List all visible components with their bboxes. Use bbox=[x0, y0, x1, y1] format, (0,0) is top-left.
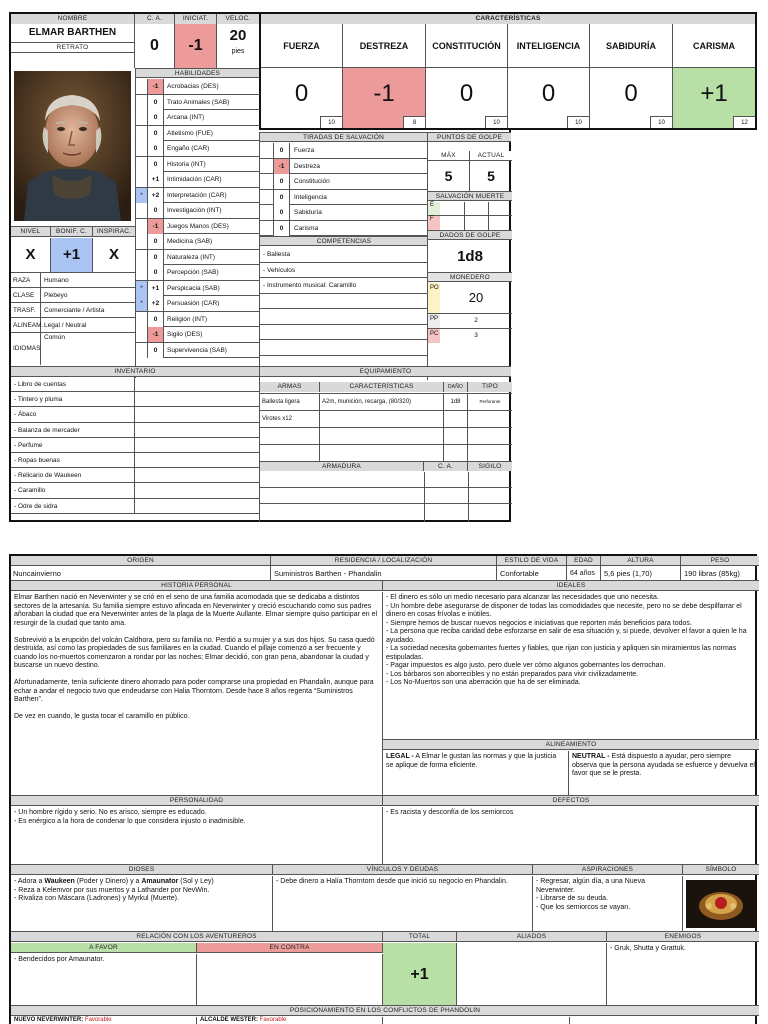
symbol-header: SÍMBOLO bbox=[683, 865, 759, 875]
skill-proficiency[interactable] bbox=[136, 312, 148, 327]
saves-block bbox=[259, 132, 427, 366]
portrait bbox=[14, 71, 131, 221]
armor-ca-header: C. A. bbox=[424, 461, 468, 471]
skill-proficiency[interactable] bbox=[136, 343, 148, 358]
ability-modifier[interactable]: 0 bbox=[426, 68, 507, 128]
gods-line-3: - Rivaliza con Máscara (Ladrones) y Myrkul (Muerte). bbox=[14, 895, 179, 902]
weapon-name bbox=[260, 428, 320, 444]
ability-score[interactable]: 12 bbox=[733, 116, 755, 128]
hp-current-label: ACTUAL bbox=[470, 151, 512, 161]
bonds-header: VÍNCULOS Y DEUDAS bbox=[273, 865, 533, 875]
waukeen-symbol-icon bbox=[683, 876, 759, 932]
weapons-header: ARMAS bbox=[260, 382, 320, 392]
skill-proficiency[interactable] bbox=[136, 110, 148, 125]
inventory-item-name: - Caramillo bbox=[11, 483, 135, 498]
save-name: Fuerza bbox=[294, 147, 315, 154]
skill-proficiency[interactable] bbox=[136, 327, 148, 342]
hp-block bbox=[427, 132, 511, 380]
height-value[interactable]: 5,6 pies (1,70) bbox=[601, 566, 681, 581]
skill-name: Perspicacia (SAB) bbox=[167, 284, 220, 292]
save-proficiency[interactable] bbox=[260, 190, 274, 205]
legal-label: LEGAL - bbox=[386, 753, 414, 760]
skill-proficiency[interactable] bbox=[136, 95, 148, 110]
equipment-block bbox=[259, 366, 511, 522]
background-label: TRASF. bbox=[11, 303, 41, 318]
abilities-block bbox=[259, 12, 757, 130]
skill-row[interactable] bbox=[136, 141, 260, 157]
ability-3 bbox=[508, 24, 590, 128]
enemies-text[interactable]: - Gruk, Shutta y Grattuk. bbox=[607, 943, 759, 1006]
weapon-props: A2m, munición, recarga, (80/320) bbox=[320, 394, 444, 410]
background-value[interactable]: Comerciante / Artista bbox=[41, 303, 135, 318]
skill-value: 0 bbox=[148, 250, 164, 265]
skill-name: Persuasión (CAR) bbox=[167, 300, 220, 307]
skills-header: HABILIDADES bbox=[136, 68, 259, 78]
name-block bbox=[11, 14, 135, 68]
skill-proficiency[interactable] bbox=[136, 219, 148, 234]
hp-max-value[interactable]: 5 bbox=[428, 161, 470, 191]
inventory-list bbox=[11, 377, 259, 514]
skill-name: Supervivencia (SAB) bbox=[167, 346, 227, 354]
skill-row[interactable] bbox=[136, 157, 260, 173]
competency-row[interactable]: - Instrumento musical: Caramillo bbox=[260, 278, 428, 294]
neutral-text: Está dispuesto a ayudar, pero siempre observa que la persona ayudada se esfuerce y devuelva el favor que se le presta. bbox=[572, 753, 755, 777]
save-row[interactable] bbox=[260, 159, 428, 175]
inventory-item-name: - Libro de cuentas bbox=[11, 377, 135, 392]
abilities-header: CARACTERÍSTICAS bbox=[261, 14, 755, 24]
skill-name: Intimidación (CAR) bbox=[167, 176, 222, 183]
favor-text[interactable]: - Bendecidos por Amaunator. bbox=[11, 954, 197, 1006]
level-header: NIVEL bbox=[11, 227, 51, 237]
inventory-item[interactable] bbox=[11, 453, 259, 468]
ability-name: CONSTITUCIÓN bbox=[426, 24, 507, 68]
damage-header: DAÑO bbox=[444, 382, 468, 392]
competencies-header: COMPETENCIAS bbox=[260, 236, 428, 246]
save-row[interactable] bbox=[260, 205, 428, 221]
history-header: HISTORIA PERSONAL bbox=[11, 581, 383, 591]
skill-name: Sigilo (DES) bbox=[167, 331, 203, 338]
skill-row[interactable] bbox=[136, 79, 260, 95]
weapons-list bbox=[260, 393, 512, 461]
pp-label: PP bbox=[428, 313, 440, 328]
skill-row[interactable] bbox=[136, 312, 260, 328]
ca-header: C. A. bbox=[135, 14, 175, 24]
gods-text[interactable] bbox=[11, 876, 273, 932]
ability-score[interactable]: 10 bbox=[650, 116, 672, 128]
residence-header: RESIDENCIA / LOCALIZACIÓN bbox=[271, 556, 497, 566]
skill-value: -1 bbox=[148, 79, 164, 94]
init-value[interactable]: -1 bbox=[175, 24, 217, 68]
weapon-damage: 1d8 bbox=[444, 394, 468, 410]
weapon-damage bbox=[444, 445, 468, 461]
skill-proficiency[interactable] bbox=[136, 79, 148, 94]
ability-name: CARISMA bbox=[673, 24, 755, 68]
weapon-row[interactable] bbox=[260, 410, 512, 427]
weapon-damage bbox=[444, 428, 468, 444]
level-block bbox=[11, 226, 135, 272]
weapon-name: Virotes x12 bbox=[260, 411, 320, 427]
legal-text: A Elmar le gustan las normas y que la justicia se aplique de forma eficiente. bbox=[386, 753, 557, 769]
ideals-text[interactable]: - El dinero es sólo un medio necesario para alcanzar las necesidades que uno necesita. - Un hombre debe asegurarse de disponer de todas las comodidades que necesite, pero no se debe despilfarrar el dinero en cosas frívolas e inútiles. - Siempre hemos de buscar nuevos negocios e iniciativas que reporten más beneficios para todos. - La persona que reciba caridad debe esforzarse en salir de esa situación y, si puede, devolver el favor a quien le ha ayudado. - La sociedad necesita gobernantes fuertes y fiables, que rijan con justicia y apliquen sin miramientos las normas estipuladas. - Pagar impuestos es algo justo, pero duele ver cómo algunos gobernantes los derrochan. - Los bárbaros son aborrecibles y no están preparados para vivir civilizadamente. - Los No-Muertos son una aberración que ha de ser eliminada. bbox=[383, 592, 759, 740]
save-name: Destreza bbox=[294, 162, 321, 170]
history-text[interactable]: Elmar Barthen nació en Neverwinter y se crió en el seno de una familia acomodada que se dedicaba a distintos sectores de la artesanía. Su familia siempre estuvo afincada en Neverwinter y creció escuchando como sus padres añoraban la ciudad que era Neverwinter antes de la plaga de la Muerte Aullante. Elmar siempre quiso participar en el resurgir de la ciudad que tanto ama. Sobrevivió a la erupción del volcán Caldhora, pero su familia no. Perdió a su mujer y a sus dos hijos. Su casa quedó destruida, así como las propiedades de sus familiares en la ciudad. Cuando el pillaje comenzó a ser frecuente y cuando los no-muertos comenzaron a rondar por las noches; Elmar decidió, con gran pena, abandonar la ciudad y buscarse un nuevo destino. Afortunadamente, tenía suficiente dinero ahorrado para poder comprarse una propiedad en Phandalin, aunque para echar a andar el negocio tuvo que endeudarse con Halia Thorntorn. Desde hace 8 años regenta “Suministros Barthen”. De vez en cuando, le gusta tocar el caramillo en público. bbox=[11, 592, 383, 796]
insp-header: INSPIRAC. bbox=[93, 227, 135, 237]
total-value[interactable]: +1 bbox=[383, 943, 457, 1006]
alignment-value[interactable]: Legal / Neutral bbox=[41, 318, 135, 333]
lifestyle-header: ESTILO DE VIDA bbox=[497, 556, 567, 566]
skill-row[interactable] bbox=[136, 203, 260, 219]
skill-name: Engaño (CAR) bbox=[167, 145, 210, 152]
personality-text[interactable]: - Un hombre rígido y serio. No es arisco, siempre es educado. - Es enérgico a la hora de condenar lo que considera injusto o inadmisible. bbox=[11, 807, 383, 865]
ability-name: SABIDURÍA bbox=[590, 24, 672, 68]
weight-header: PESO bbox=[681, 556, 759, 566]
skill-value: 0 bbox=[148, 312, 164, 327]
skill-name: Juegos Manos (DES) bbox=[167, 222, 229, 230]
pc-value[interactable]: 3 bbox=[440, 328, 512, 343]
race-label: RAZA bbox=[11, 273, 41, 288]
skill-value: 0 bbox=[148, 141, 164, 156]
skill-value: 0 bbox=[148, 110, 164, 125]
weapon-type bbox=[468, 445, 512, 461]
skill-row[interactable] bbox=[136, 188, 260, 204]
competency-row[interactable] bbox=[260, 294, 428, 310]
height-header: ALTURA bbox=[601, 556, 681, 566]
weapon-props bbox=[320, 428, 444, 444]
bonds-text[interactable]: - Debe dinero a Halía Thorntorn desde que inició su negocio en Phandalin. bbox=[273, 876, 533, 932]
skill-name: Arcana (INT) bbox=[167, 114, 205, 121]
ability-name: FUERZA bbox=[261, 24, 342, 68]
init-header: INICIAT. bbox=[175, 14, 217, 24]
gods-line-2: - Reza a Kelemvor por sus muertos y a Lathander por NevWin. bbox=[14, 886, 210, 894]
total-header: TOTAL bbox=[383, 932, 457, 942]
alignment-header: ALINEAMIENTO bbox=[383, 740, 759, 750]
conflict-wester[interactable]: ALCALDE WESTER: Favorable bbox=[197, 1017, 383, 1024]
save-proficiency[interactable] bbox=[260, 159, 274, 174]
ability-4 bbox=[590, 24, 673, 128]
skill-name: Trato Animales (SAB) bbox=[167, 98, 230, 106]
flaws-text[interactable]: - Es racista y desconfía de los semiorcos bbox=[383, 807, 759, 865]
skill-name: Acrobacias (DES) bbox=[167, 83, 219, 90]
ability-modifier[interactable]: 0 bbox=[261, 68, 342, 128]
aspirations-text[interactable]: - Regresar, algún día, a una Nueva Neverwinter. - Librarse de su deuda. - Que los semiorcos se vayan. bbox=[533, 876, 683, 932]
level-value[interactable]: X bbox=[11, 238, 51, 272]
save-row[interactable] bbox=[260, 190, 428, 206]
equipment-header: EQUIPAMIENTO bbox=[260, 367, 511, 377]
ideals-header: IDEALES bbox=[383, 581, 759, 591]
death-boxes[interactable] bbox=[440, 202, 512, 230]
conflict-neverwinter[interactable]: NUEVO NEVERWINTER: Favorable bbox=[11, 1017, 197, 1024]
skill-value: 0 bbox=[148, 203, 164, 218]
symbol-image bbox=[683, 876, 759, 932]
hp-max-label: MÁX bbox=[428, 151, 470, 161]
skill-value: 0 bbox=[148, 343, 164, 358]
skill-proficiency[interactable] bbox=[136, 234, 148, 249]
inventory-item-name: - Ropas buenas bbox=[11, 453, 135, 468]
against-text[interactable] bbox=[197, 954, 383, 1006]
positioning-header: POSICIONAMIENTO EN LOS CONFLICTOS DE PHANDOLIN bbox=[11, 1006, 759, 1016]
race-value[interactable]: Humano bbox=[41, 273, 135, 288]
aspirations-header: ASPIRACIONES bbox=[533, 865, 683, 875]
save-name: Carisma bbox=[294, 224, 319, 232]
skill-row[interactable] bbox=[136, 95, 260, 111]
lifestyle-value[interactable]: Confortable bbox=[497, 566, 567, 581]
character-name[interactable]: ELMAR BARTHEN bbox=[11, 24, 134, 43]
save-value: 0 bbox=[274, 174, 290, 189]
ability-modifier[interactable]: -1 bbox=[343, 68, 425, 128]
hp-current-value[interactable]: 5 bbox=[487, 168, 495, 184]
skill-proficiency[interactable] bbox=[136, 265, 148, 280]
age-value[interactable]: 64 años bbox=[567, 566, 601, 581]
weapon-damage bbox=[444, 411, 468, 427]
save-name: Constitución bbox=[294, 178, 330, 185]
against-header: EN CONTRA bbox=[197, 943, 383, 953]
inventory-block bbox=[11, 366, 259, 522]
languages-label: IDIOMAS bbox=[11, 333, 41, 365]
class-label: CLASE bbox=[11, 288, 41, 303]
inventory-item[interactable] bbox=[11, 377, 259, 392]
personality-header: PERSONALIDAD bbox=[11, 796, 383, 806]
save-value: -1 bbox=[274, 159, 290, 174]
alignment-neutral[interactable] bbox=[569, 751, 759, 796]
inventory-item-name: - Odre de sidra bbox=[11, 499, 135, 514]
save-row[interactable] bbox=[260, 143, 428, 159]
alignment-label: ALINEAM. bbox=[11, 318, 41, 333]
competencies-list bbox=[260, 247, 428, 371]
weapon-row[interactable] bbox=[260, 427, 512, 444]
character-sheet bbox=[9, 12, 748, 522]
inventory-item[interactable] bbox=[11, 468, 259, 483]
ability-2 bbox=[426, 24, 508, 128]
class-value[interactable]: Plebeyo bbox=[41, 288, 135, 303]
competency-row[interactable] bbox=[260, 325, 428, 341]
ability-score[interactable]: 10 bbox=[567, 116, 589, 128]
skill-name: Historia (INT) bbox=[167, 160, 206, 168]
skill-row[interactable] bbox=[136, 219, 260, 235]
death-fail-label: F bbox=[428, 216, 440, 230]
competency-row[interactable] bbox=[260, 340, 428, 356]
death-header: SALVACIÓN MUERTE bbox=[428, 191, 512, 201]
skill-name: Medicina (SAB) bbox=[167, 238, 213, 245]
ability-modifier[interactable]: 0 bbox=[590, 68, 672, 128]
inventory-item-name: - Relicario de Waukeen bbox=[11, 468, 135, 483]
ability-score[interactable]: 10 bbox=[485, 116, 507, 128]
skill-row[interactable] bbox=[136, 327, 260, 343]
skill-row[interactable] bbox=[136, 110, 260, 126]
skill-value: +2 bbox=[148, 296, 164, 311]
skill-value: -1 bbox=[148, 219, 164, 234]
skill-value: 0 bbox=[148, 95, 164, 110]
hit-dice-header: DADOS DE GOLPE bbox=[428, 230, 512, 240]
save-proficiency[interactable] bbox=[260, 143, 274, 158]
competency-row[interactable]: - Vehículos bbox=[260, 263, 428, 279]
save-value: 0 bbox=[274, 221, 290, 236]
ability-0 bbox=[261, 24, 343, 128]
portrait-image bbox=[14, 71, 131, 221]
skill-value: +1 bbox=[148, 172, 164, 187]
alignment-legal[interactable] bbox=[383, 751, 569, 796]
inventory-item[interactable] bbox=[11, 423, 259, 438]
weapon-type bbox=[468, 428, 512, 444]
save-proficiency[interactable] bbox=[260, 221, 274, 236]
armor-rows[interactable] bbox=[260, 472, 512, 522]
ability-score[interactable]: 10 bbox=[320, 116, 342, 128]
inventory-header: INVENTARIO bbox=[11, 367, 259, 377]
skill-row[interactable] bbox=[136, 265, 260, 281]
skill-proficiency[interactable]: * bbox=[136, 296, 148, 311]
skill-value: 0 bbox=[148, 265, 164, 280]
weapon-name bbox=[260, 445, 320, 461]
save-value: 0 bbox=[274, 143, 290, 158]
inventory-item-name: - Perfume bbox=[11, 438, 135, 453]
save-value: 0 bbox=[274, 190, 290, 205]
ability-5 bbox=[673, 24, 755, 128]
skills-block bbox=[135, 68, 259, 378]
portrait-header: RETRATO bbox=[11, 43, 134, 53]
favor-header: A FAVOR bbox=[11, 943, 197, 953]
stealth-header: SIGILO bbox=[468, 461, 512, 471]
skill-row[interactable] bbox=[136, 296, 260, 312]
skill-name: Naturaleza (INT) bbox=[167, 253, 216, 261]
weapon-row[interactable] bbox=[260, 393, 512, 410]
death-success-label: É bbox=[428, 202, 440, 216]
biography-sheet bbox=[9, 554, 757, 1024]
hit-dice-value[interactable]: 1d8 bbox=[457, 248, 483, 265]
origin-header: ORIGEN bbox=[11, 556, 271, 566]
allies-text[interactable] bbox=[457, 943, 607, 1006]
save-row[interactable] bbox=[260, 174, 428, 190]
weapon-props bbox=[320, 445, 444, 461]
ability-modifier[interactable]: 0 bbox=[508, 68, 589, 128]
ability-modifier[interactable]: +1 bbox=[673, 68, 755, 128]
skill-proficiency[interactable] bbox=[136, 126, 148, 141]
competency-row[interactable]: - Ballesta bbox=[260, 247, 428, 263]
prof-value[interactable]: +1 bbox=[51, 238, 93, 272]
ability-name: DESTREZA bbox=[343, 24, 425, 68]
insp-value[interactable]: X bbox=[108, 246, 119, 263]
skill-proficiency[interactable]: * bbox=[136, 281, 148, 296]
gods-line-1: - Adora a Waukeen (Poder y Dinero) y a Amaunator (Sol y Ley) bbox=[14, 878, 214, 885]
ability-1 bbox=[343, 24, 426, 128]
skill-value: 0 bbox=[148, 234, 164, 249]
skill-proficiency[interactable] bbox=[136, 157, 148, 172]
pp-value[interactable]: 2 bbox=[440, 313, 512, 328]
speed-unit: pies bbox=[231, 48, 245, 55]
inventory-item[interactable] bbox=[11, 392, 259, 407]
save-name: Sabiduría bbox=[294, 209, 322, 216]
skill-row[interactable] bbox=[136, 281, 260, 297]
age-header: EDAD bbox=[567, 556, 601, 566]
weapon-name: Ballesta ligera bbox=[260, 394, 320, 410]
inventory-item-name: - Balanza de mercader bbox=[11, 423, 135, 438]
skill-proficiency[interactable] bbox=[136, 172, 148, 187]
weapon-row[interactable] bbox=[260, 444, 512, 461]
identity-block bbox=[11, 272, 135, 364]
ability-score[interactable]: 8 bbox=[403, 116, 425, 128]
skill-name: Investigación (INT) bbox=[167, 207, 222, 214]
save-proficiency[interactable] bbox=[260, 205, 274, 220]
purse-header: MONEDERO bbox=[428, 272, 512, 282]
skill-proficiency[interactable] bbox=[136, 203, 148, 218]
origin-value[interactable]: Nuncainvierno bbox=[11, 566, 271, 581]
po-label: PO bbox=[428, 283, 440, 313]
armor-header: ARMADURA bbox=[260, 461, 424, 471]
inventory-item-name: - Ábaco bbox=[11, 407, 135, 422]
ability-name: INTELIGENCIA bbox=[508, 24, 589, 68]
neutral-label: NEUTRAL - bbox=[572, 753, 610, 760]
skill-value: -1 bbox=[148, 327, 164, 342]
skill-row[interactable] bbox=[136, 343, 260, 359]
inventory-item[interactable] bbox=[11, 438, 259, 453]
skill-row[interactable] bbox=[136, 250, 260, 266]
pc-label: PC bbox=[428, 328, 440, 343]
save-name: Inteligencia bbox=[294, 193, 327, 201]
skill-proficiency[interactable] bbox=[136, 250, 148, 265]
gods-header: DIOSES bbox=[11, 865, 273, 875]
combat-stats bbox=[135, 14, 259, 68]
skill-value: +1 bbox=[148, 281, 164, 296]
competency-row[interactable] bbox=[260, 309, 428, 325]
weight-value[interactable]: 190 libras (85kg) bbox=[681, 566, 759, 581]
prof-header: BONIF. C. bbox=[51, 227, 93, 237]
relation-header: RELACIÓN CON LOS AVENTUREROS bbox=[11, 932, 383, 942]
inventory-item-name: - Tintero y pluma bbox=[11, 392, 135, 407]
residence-value[interactable]: Suministros Barthen - Phandalin bbox=[271, 566, 497, 581]
skill-name: Percepción (SAB) bbox=[167, 269, 219, 276]
languages-value[interactable]: Común bbox=[44, 334, 65, 341]
skill-value: 0 bbox=[148, 126, 164, 141]
skill-value: 0 bbox=[148, 157, 164, 172]
skill-row[interactable] bbox=[136, 172, 260, 188]
skill-name: Atletismo (FUE) bbox=[167, 129, 213, 137]
save-value: 0 bbox=[274, 205, 290, 220]
skill-row[interactable] bbox=[136, 234, 260, 250]
hp-header: PUNTOS DE GOLPE bbox=[428, 132, 511, 142]
enemies-header: ENEMIGOS bbox=[607, 932, 759, 942]
weapon-type bbox=[468, 411, 512, 427]
po-value[interactable]: 20 bbox=[468, 290, 484, 305]
allies-header: ALIADOS bbox=[457, 932, 607, 942]
skill-proficiency[interactable]: * bbox=[136, 188, 148, 203]
inventory-item[interactable] bbox=[11, 483, 259, 498]
save-proficiency[interactable] bbox=[260, 174, 274, 189]
ca-value[interactable]: 0 bbox=[135, 24, 175, 68]
skill-row[interactable] bbox=[136, 126, 260, 142]
speed-header: VELOC. bbox=[217, 14, 259, 24]
weapon-props bbox=[320, 411, 444, 427]
skill-name: Religión (INT) bbox=[167, 315, 208, 323]
speed-value[interactable]: 20 bbox=[229, 27, 247, 44]
inventory-item[interactable] bbox=[11, 499, 259, 514]
type-header: TIPO bbox=[468, 382, 512, 392]
skill-proficiency[interactable] bbox=[136, 141, 148, 156]
saves-header: TIRADAS DE SALVACIÓN bbox=[260, 132, 427, 142]
weapon-props-header: CARACTERÍSTICAS bbox=[320, 382, 444, 392]
skill-value: +2 bbox=[148, 188, 164, 203]
name-header: NOMBRE bbox=[11, 14, 134, 24]
inventory-item[interactable] bbox=[11, 407, 259, 422]
save-row[interactable] bbox=[260, 221, 428, 237]
skill-name: Interpretación (CAR) bbox=[167, 191, 227, 199]
weapon-type: Perforante bbox=[479, 399, 501, 404]
flaws-header: DEFECTOS bbox=[383, 796, 759, 806]
